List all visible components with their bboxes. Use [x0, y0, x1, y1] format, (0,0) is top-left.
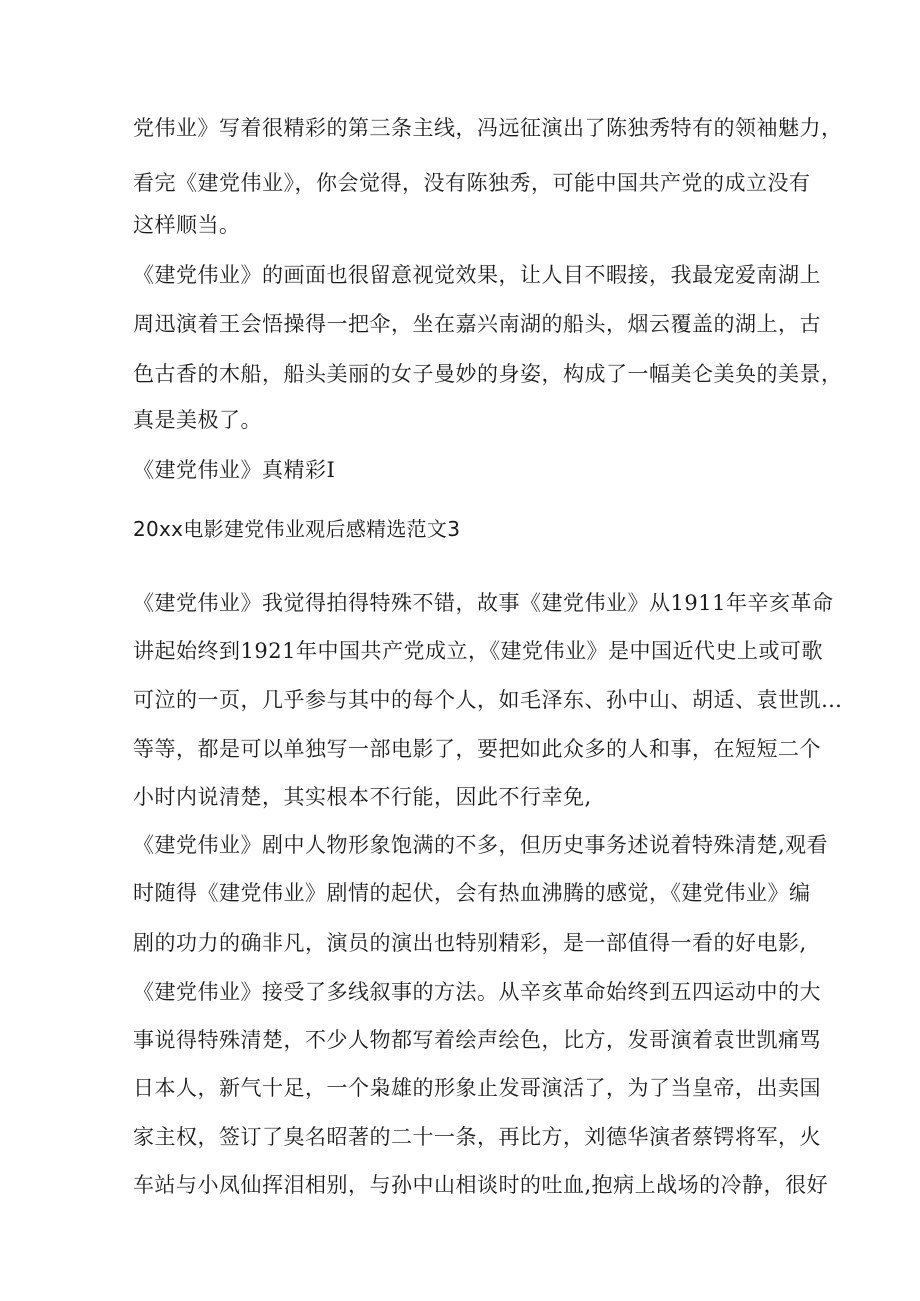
paragraph-line: 党伟业》写着很精彩的第三条主线，冯远征演出了陈独秀特有的领袖魅力，: [133, 116, 843, 140]
paragraph-line: 讲起始终到1921年中国共产党成立，《建党伟业》是中国近代史上或可歌: [133, 639, 823, 663]
paragraph-line: 真是美极了。: [133, 408, 262, 432]
paragraph-line: 等等，都是可以单独写一部电影了，要把如此众多的人和事，在短短二个: [133, 737, 821, 761]
paragraph-line: 《建党伟业》我觉得拍得特殊不错，故事《建党伟业》从1911年辛亥革命: [133, 591, 834, 615]
closing-line: 《建党伟业》真精彩I: [133, 458, 336, 482]
paragraph-line: 色古香的木船，船头美丽的女子曼妙的身姿，构成了一幅美仑美奂的美景，: [133, 362, 843, 386]
paragraph-line: 看完《建党伟业》，你会觉得，没有陈独秀，可能中国共产党的成立没有: [133, 171, 811, 195]
paragraph-line: 家主权，签订了臭名昭著的二十一条，再比方，刘德华演者蔡锷将军，火: [133, 1125, 821, 1149]
paragraph-line: 这样顺当。: [133, 213, 241, 237]
paragraph-line: 日本人，新气十足，一个枭雄的形象止发哥演活了，为了当皇帝，出卖国: [133, 1076, 821, 1100]
paragraph-line: 事说得特殊清楚，不少人物都写着绘声绘色，比方，发哥演着袁世凯痛骂: [133, 1028, 821, 1052]
paragraph-line: 《建党伟业》接受了多线叙事的方法。从辛亥革命始终到五四运动中的大: [133, 980, 821, 1004]
paragraph-line: 《建党伟业》剧中人物形象饱满的不多，但历史事务述说着特殊清楚,观看: [133, 833, 829, 857]
paragraph-line: 小时内说清楚，其实根本不行能，因此不行幸免,: [133, 785, 592, 809]
paragraph-line: 时随得《建党伟业》剧情的起伏，会有热血沸腾的感觉，《建党伟业》编: [133, 881, 811, 905]
paragraph-line: 《建党伟业》的画面也很留意视觉效果，让人目不暇接，我最宠爱南湖上: [133, 263, 821, 287]
paragraph-line: 剧的功力的确非凡，演员的演出也特别精彩，是一部值得一看的好电影,: [133, 931, 807, 955]
paragraph-line: 车站与小凤仙挥泪相别，与孙中山相谈时的吐血,抱病上战场的冷静，很好: [133, 1173, 829, 1197]
paragraph-line: 可泣的一页，几乎参与其中的每个人，如毛泽东、孙中山、胡适、袁世凯…: [133, 688, 843, 712]
paragraph-line: 周迅演着王会悟操得一把伞，坐在嘉兴南湖的船头，烟云覆盖的湖上，古: [133, 312, 821, 336]
section-heading: 20xx电影建党伟业观后感精选范文3: [133, 517, 461, 541]
